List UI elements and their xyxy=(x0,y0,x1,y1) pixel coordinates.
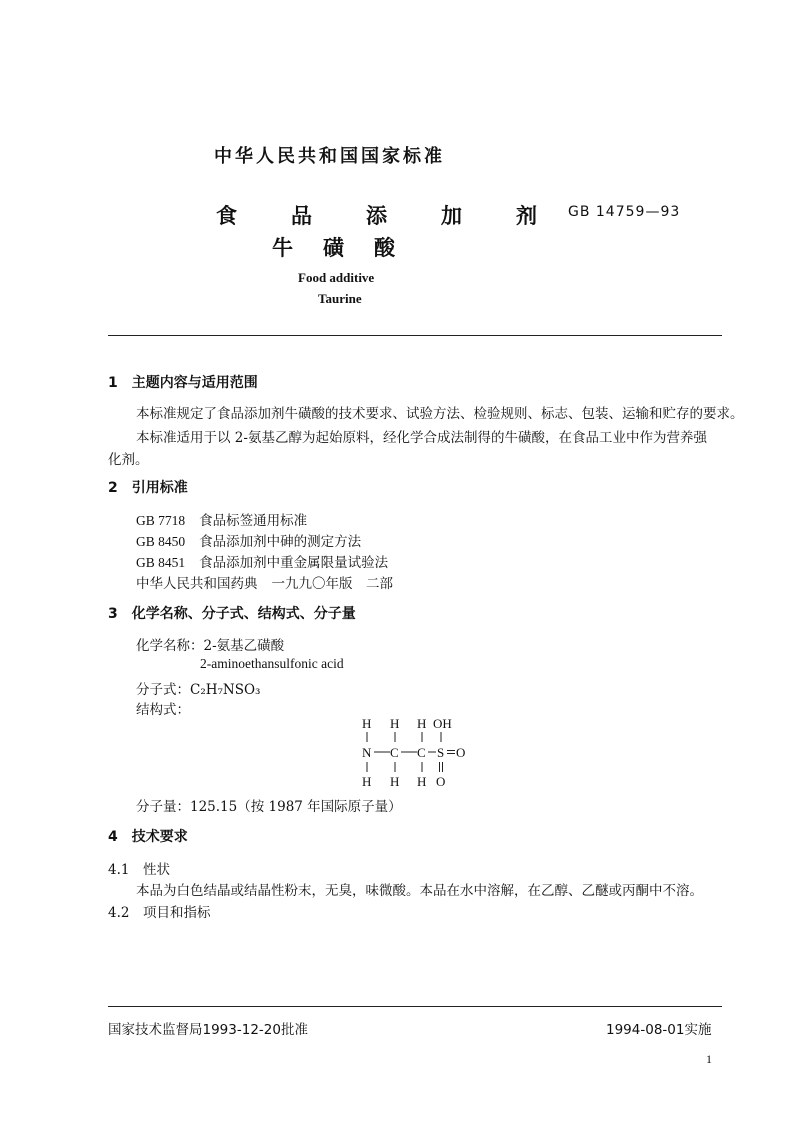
footer-divider xyxy=(108,1006,722,1007)
reference-code: GB 8450 xyxy=(136,534,186,549)
section-1-paragraph-1: 本标准规定了食品添加剂牛磺酸的技术要求、试验方法、检验规则、标志、包装、运输和贮存的要求。 xyxy=(136,406,744,422)
atom-h: H xyxy=(417,716,427,731)
atom-h: H xyxy=(417,774,427,789)
reference-code: GB 7718 xyxy=(136,513,186,528)
reference-code: 中华人民共和国药典 xyxy=(136,576,258,592)
subsection-4-1-heading: 4.1 性状 xyxy=(108,862,170,878)
atom-o: O xyxy=(456,745,466,760)
page-number: 1 xyxy=(706,1052,712,1066)
document-title-cn-line1: 食品添加剂 xyxy=(216,204,591,228)
subsection-4-1-paragraph: 本品为白色结晶或结晶性粉末，无臭，味微酸。本品在水中溶解，在乙醇、乙醚或丙酮中不溶。 xyxy=(136,883,703,899)
molecular-formula: 分子式：C₂H₇NSO₃ xyxy=(136,682,261,698)
header-divider xyxy=(108,335,722,336)
structural-formula xyxy=(362,716,482,792)
section-2-heading: 2 引用标准 xyxy=(108,480,188,496)
section-1-paragraph-2-cont: 化剂。 xyxy=(108,452,149,468)
approval-date: 国家技术监督局1993-12-20批准 xyxy=(108,1022,308,1038)
reference-item xyxy=(136,551,388,571)
atom-s: S xyxy=(437,745,445,760)
molecular-weight: 分子量：125.15（按 1987 年国际原子量） xyxy=(136,799,402,815)
atom-o: O xyxy=(436,774,446,789)
atom-h: H xyxy=(390,716,400,731)
reference-title: 食品添加剂中重金属限量试验法 xyxy=(199,555,389,571)
document-title-en-line2: Taurine xyxy=(318,291,362,306)
chemical-name-en: 2-aminoethansulfonic acid xyxy=(200,656,344,671)
section-4-heading: 4 技术要求 xyxy=(108,829,188,845)
section-3-heading: 3 化学名称、分子式、结构式、分子量 xyxy=(108,606,356,622)
section-1-paragraph-2: 本标准适用于以 2-氨基乙醇为起始原料，经化学合成法制得的牛磺酸，在食品工业中作为营养强 xyxy=(136,430,707,446)
atom-c: C xyxy=(390,745,399,760)
atom-h: H xyxy=(362,716,372,731)
document-title-en-line1: Food additive xyxy=(298,270,375,285)
reference-item xyxy=(136,530,361,550)
implementation-date: 1994-08-01实施 xyxy=(606,1022,712,1038)
atom-n: N xyxy=(362,745,372,760)
section-1-heading: 1 主题内容与适用范围 xyxy=(108,375,258,391)
standard-number: GB 14759—93 xyxy=(568,204,681,220)
atom-oh: OH xyxy=(433,716,452,731)
reference-title: 食品添加剂中砷的测定方法 xyxy=(199,534,362,550)
reference-code: GB 8451 xyxy=(136,555,186,570)
atom-c: C xyxy=(417,745,426,760)
atom-h: H xyxy=(362,774,372,789)
reference-title: 食品标签通用标准 xyxy=(199,513,308,529)
structure-label: 结构式： xyxy=(136,702,190,718)
standard-category-title: 中华人民共和国国家标准 xyxy=(214,146,445,167)
chemical-name: 化学名称：2-氨基乙磺酸 xyxy=(136,638,285,654)
reference-title: 一九九〇年版 二部 xyxy=(271,576,393,592)
reference-item xyxy=(136,509,307,529)
subsection-4-2-heading: 4.2 项目和指标 xyxy=(108,905,211,921)
document-title-cn-line2: 牛磺酸 xyxy=(272,236,425,260)
reference-item xyxy=(136,572,393,592)
atom-h: H xyxy=(390,774,400,789)
